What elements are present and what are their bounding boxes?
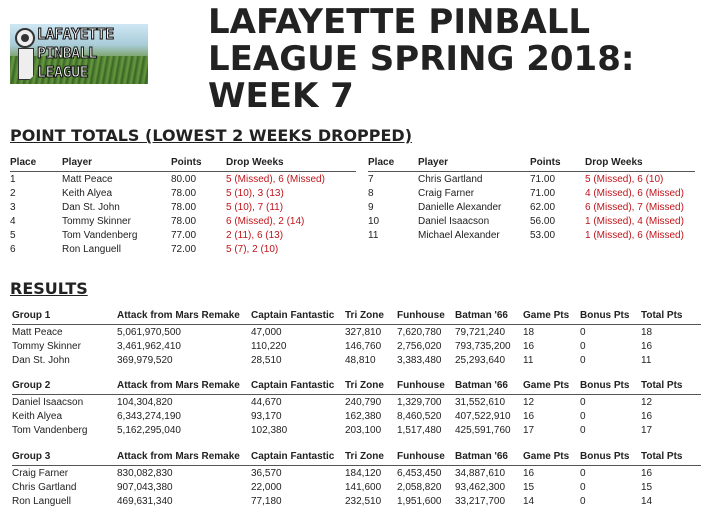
results-row: [12, 325, 701, 340]
standings-row: [368, 172, 695, 187]
results-col-header: Attack from Mars Remake: [117, 307, 251, 325]
score-cell: 15: [641, 481, 653, 493]
place-cell: 7: [368, 173, 374, 185]
results-col-header: Bonus Pts: [580, 377, 641, 395]
points-cell: 71.00: [530, 173, 556, 185]
score-cell: 18: [523, 326, 535, 338]
results-col-header: Game Pts: [523, 377, 580, 395]
results-col-header: Tri Zone: [345, 448, 397, 466]
score-cell: 12: [641, 396, 653, 408]
score-cell: 141,600: [345, 481, 382, 493]
score-cell: 469,631,340: [117, 495, 173, 507]
drop-weeks-cell: 5 (Missed), 6 (10): [585, 173, 664, 185]
standings-row: [10, 228, 356, 242]
results-heading: RESULTS: [10, 279, 88, 298]
score-cell: 2,756,020: [397, 340, 442, 352]
place-cell: 9: [368, 201, 374, 213]
place-cell: 1: [10, 173, 16, 185]
points-cell: 80.00: [171, 173, 197, 185]
score-cell: 79,721,240: [455, 326, 506, 338]
drop-weeks-cell: 5 (10), 7 (11): [226, 201, 284, 213]
player-cell: Chris Gartland: [12, 481, 77, 493]
place-cell: 4: [10, 215, 16, 227]
results-col-header: Game Pts: [523, 307, 580, 325]
drop-weeks-cell: 5 (7), 2 (10): [226, 243, 279, 255]
score-cell: 34,887,610: [455, 467, 506, 479]
player-cell: Ron Languell: [12, 495, 71, 507]
results-col-header: Bonus Pts: [580, 448, 641, 466]
score-cell: 0: [580, 467, 586, 479]
score-cell: 16: [523, 340, 535, 352]
score-cell: 0: [580, 481, 586, 493]
results-col-header: Total Pts: [641, 448, 701, 466]
standings-row: [10, 214, 356, 228]
results-row: [12, 339, 701, 353]
results-col-header: Batman '66: [455, 307, 523, 325]
drop-weeks-cell: 2 (11), 6 (13): [226, 229, 284, 241]
score-cell: 7,620,780: [397, 326, 442, 338]
place-cell: 6: [10, 243, 16, 255]
standings-row: [368, 228, 695, 242]
player-cell: Matt Peace: [12, 326, 63, 338]
score-cell: 2,058,820: [397, 481, 442, 493]
results-row: [12, 480, 701, 494]
drop-weeks-cell: 5 (10), 3 (13): [226, 187, 284, 199]
results-col-header: Tri Zone: [345, 307, 397, 325]
logo-text-line: LEAGUE: [37, 63, 89, 81]
player-cell: Keith Alyea: [62, 187, 113, 199]
points-cell: 72.00: [171, 243, 197, 255]
player-cell: Tommy Skinner: [12, 340, 81, 352]
player-cell: Tommy Skinner: [62, 215, 131, 227]
score-cell: 3,461,962,410: [117, 340, 181, 352]
results-row: [12, 494, 701, 508]
score-cell: 907,043,380: [117, 481, 173, 493]
score-cell: 0: [580, 424, 586, 436]
logo-text-line: LAFAYETTE: [37, 25, 114, 43]
standings-row: [10, 242, 356, 256]
score-cell: 407,522,910: [455, 410, 511, 422]
player-cell: Daniel Isaacson: [418, 215, 490, 227]
results-row: [12, 409, 701, 423]
score-cell: 22,000: [251, 481, 282, 493]
standings-row: [10, 172, 356, 187]
score-cell: 5,061,970,500: [117, 326, 181, 338]
score-cell: 6,453,450: [397, 467, 442, 479]
results-col-header: Tri Zone: [345, 377, 397, 395]
standings-row: [368, 214, 695, 228]
results-row: [12, 395, 701, 410]
results-col-header: Attack from Mars Remake: [117, 448, 251, 466]
player-cell: Tom Vandenberg: [62, 229, 138, 241]
score-cell: 793,735,200: [455, 340, 511, 352]
place-cell: 2: [10, 187, 16, 199]
points-cell: 78.00: [171, 201, 197, 213]
score-cell: 146,760: [345, 340, 382, 352]
player-cell: Craig Farner: [12, 467, 69, 479]
score-cell: 11: [523, 354, 534, 366]
points-cell: 56.00: [530, 215, 556, 227]
standings-row: [368, 186, 695, 200]
col-header-place: Place: [10, 153, 62, 172]
indiana-state-icon: [18, 48, 34, 80]
player-cell: Keith Alyea: [12, 410, 63, 422]
score-cell: 36,570: [251, 467, 282, 479]
score-cell: 31,552,610: [455, 396, 506, 408]
group-name: Group 2: [12, 377, 117, 395]
place-cell: 5: [10, 229, 16, 241]
results-col-header: Game Pts: [523, 448, 580, 466]
score-cell: 240,790: [345, 396, 382, 408]
score-cell: 11: [641, 354, 652, 366]
score-cell: 28,510: [251, 354, 282, 366]
results-col-header: Funhouse: [397, 377, 455, 395]
score-cell: 17: [641, 424, 653, 436]
results-row: [12, 353, 701, 367]
player-cell: Chris Gartland: [418, 173, 483, 185]
standings-row: [10, 186, 356, 200]
player-cell: Michael Alexander: [418, 229, 500, 241]
score-cell: 93,462,300: [455, 481, 506, 493]
place-cell: 10: [368, 215, 380, 227]
results-col-header: Funhouse: [397, 448, 455, 466]
results-col-header: Batman '66: [455, 377, 523, 395]
results-col-header: Funhouse: [397, 307, 455, 325]
results-col-header: Batman '66: [455, 448, 523, 466]
group-name: Group 3: [12, 448, 117, 466]
player-cell: Tom Vandenberg: [12, 424, 88, 436]
score-cell: 1,329,700: [397, 396, 442, 408]
score-cell: 16: [523, 467, 535, 479]
col-header-place: Place: [368, 153, 418, 172]
score-cell: 47,000: [251, 326, 282, 338]
score-cell: 25,293,640: [455, 354, 506, 366]
results-col-header: Captain Fantastic: [251, 377, 345, 395]
score-cell: 14: [641, 495, 653, 507]
score-cell: 17: [523, 424, 535, 436]
score-cell: 16: [523, 410, 535, 422]
score-cell: 8,460,520: [397, 410, 442, 422]
score-cell: 5,162,295,040: [117, 424, 181, 436]
score-cell: 369,979,520: [117, 354, 173, 366]
results-group-table: [12, 307, 701, 367]
results-row: [12, 466, 701, 481]
results-group-table: [12, 448, 701, 508]
drop-weeks-cell: 1 (Missed), 6 (Missed): [585, 229, 684, 241]
drop-weeks-cell: 6 (Missed), 7 (Missed): [585, 201, 684, 213]
score-cell: 1,951,600: [397, 495, 442, 507]
col-header-points: Points: [530, 153, 585, 172]
drop-weeks-cell: 6 (Missed), 2 (14): [226, 215, 305, 227]
score-cell: 33,217,700: [455, 495, 506, 507]
pinball-icon: [15, 28, 35, 48]
score-cell: 425,591,760: [455, 424, 511, 436]
drop-weeks-cell: 1 (Missed), 4 (Missed): [585, 215, 684, 227]
score-cell: 203,100: [345, 424, 382, 436]
score-cell: 44,670: [251, 396, 282, 408]
score-cell: 110,220: [251, 340, 287, 352]
results-col-header: Captain Fantastic: [251, 448, 345, 466]
drop-weeks-cell: 4 (Missed), 6 (Missed): [585, 187, 684, 199]
score-cell: 16: [641, 410, 653, 422]
col-header-player: Player: [62, 153, 171, 172]
score-cell: 16: [641, 340, 653, 352]
player-cell: Dan St. John: [62, 201, 120, 213]
logo-text-line: PINBALL: [37, 44, 97, 62]
results-row: [12, 423, 701, 437]
score-cell: 327,810: [345, 326, 382, 338]
player-cell: Ron Languell: [62, 243, 121, 255]
col-header-drop-weeks: Drop Weeks: [585, 153, 695, 172]
score-cell: 15: [523, 481, 535, 493]
point-totals-table-left: [10, 153, 356, 256]
drop-weeks-cell: 5 (Missed), 6 (Missed): [226, 173, 325, 185]
score-cell: 162,380: [345, 410, 382, 422]
score-cell: 104,304,820: [117, 396, 173, 408]
points-cell: 78.00: [171, 187, 197, 199]
player-cell: Matt Peace: [62, 173, 113, 185]
player-cell: Danielle Alexander: [418, 201, 502, 213]
results-col-header: Total Pts: [641, 377, 701, 395]
score-cell: 0: [580, 326, 586, 338]
score-cell: 0: [580, 340, 586, 352]
league-logo: [10, 24, 148, 84]
results-col-header: Attack from Mars Remake: [117, 377, 251, 395]
place-cell: 3: [10, 201, 16, 213]
col-header-drop-weeks: Drop Weeks: [226, 153, 356, 172]
points-cell: 77.00: [171, 229, 197, 241]
points-cell: 78.00: [171, 215, 197, 227]
score-cell: 0: [580, 410, 586, 422]
player-cell: Craig Farner: [418, 187, 475, 199]
score-cell: 18: [641, 326, 653, 338]
score-cell: 0: [580, 354, 586, 366]
points-cell: 53.00: [530, 229, 556, 241]
results-col-header: Captain Fantastic: [251, 307, 345, 325]
player-cell: Dan St. John: [12, 354, 70, 366]
points-cell: 62.00: [530, 201, 556, 213]
page-title: LAFAYETTE PINBALL LEAGUE SPRING 2018: WEEK 7: [208, 2, 635, 116]
score-cell: 12: [523, 396, 535, 408]
place-cell: 11: [368, 229, 379, 241]
results-group-table: [12, 377, 701, 437]
points-cell: 71.00: [530, 187, 556, 199]
score-cell: 3,383,480: [397, 354, 442, 366]
results-col-header: Total Pts: [641, 307, 701, 325]
point-totals-heading: POINT TOTALS (LOWEST 2 WEEKS DROPPED): [10, 126, 413, 145]
player-cell: Daniel Isaacson: [12, 396, 84, 408]
col-header-player: Player: [418, 153, 530, 172]
score-cell: 0: [580, 495, 586, 507]
score-cell: 14: [523, 495, 535, 507]
standings-row: [10, 200, 356, 214]
score-cell: 0: [580, 396, 586, 408]
score-cell: 102,380: [251, 424, 288, 436]
place-cell: 8: [368, 187, 374, 199]
score-cell: 48,810: [345, 354, 376, 366]
score-cell: 232,510: [345, 495, 382, 507]
score-cell: 93,170: [251, 410, 282, 422]
score-cell: 77,180: [251, 495, 282, 507]
results-col-header: Bonus Pts: [580, 307, 641, 325]
col-header-points: Points: [171, 153, 226, 172]
score-cell: 184,120: [345, 467, 382, 479]
score-cell: 1,517,480: [397, 424, 442, 436]
score-cell: 830,082,830: [117, 467, 173, 479]
group-name: Group 1: [12, 307, 117, 325]
standings-row: [368, 200, 695, 214]
score-cell: 16: [641, 467, 653, 479]
score-cell: 6,343,274,190: [117, 410, 181, 422]
point-totals-table-right: [368, 153, 695, 242]
